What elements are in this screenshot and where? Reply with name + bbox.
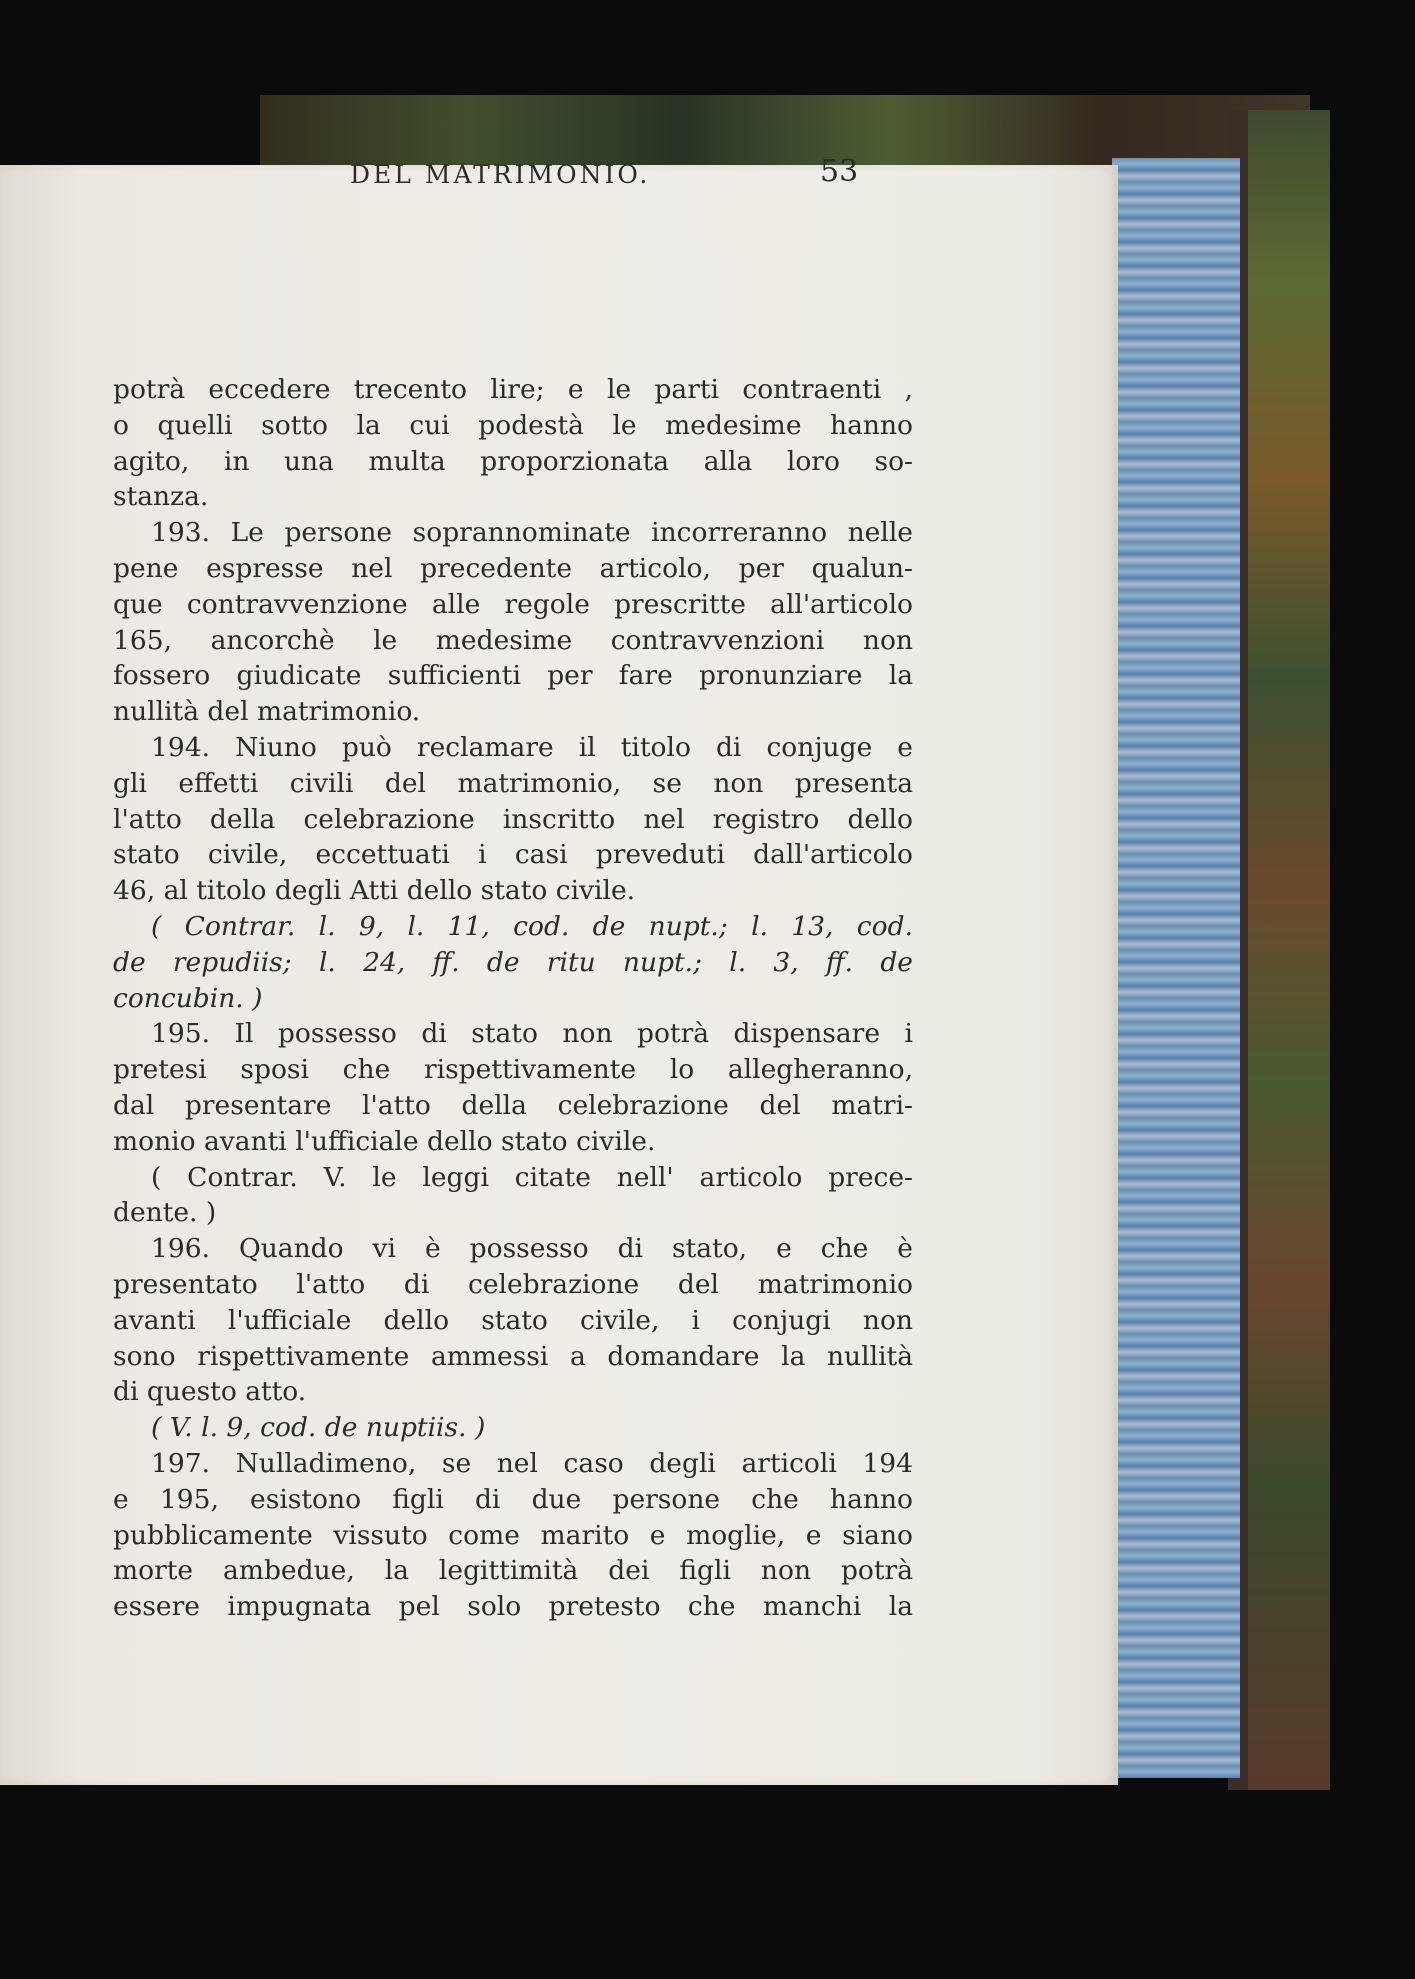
text-line: de repudiis; l. 24, ff. de ritu nupt.; l. 3, ff. de: [113, 946, 913, 978]
text-line: morte ambedue, la legittimità dei figli non potrà: [113, 1555, 913, 1587]
text-line: essere impugnata pel solo pretesto che manchi la: [113, 1591, 913, 1623]
text-line: 46, al titolo degli Atti dello stato civile.: [113, 875, 636, 907]
page-edges-blue: [1112, 158, 1240, 1778]
text-line: ( Contrar. l. 9, l. 11, cod. de nupt.; l. 13, cod.: [151, 910, 913, 942]
page-header: [0, 154, 1118, 200]
text-line: avanti l'ufficiale dello stato civile, i conjugi non: [113, 1304, 913, 1336]
running-head: DEL MATRIMONIO.: [350, 160, 651, 189]
text-line: nullità del matrimonio.: [113, 696, 421, 728]
book-cover-marbled: [1240, 110, 1330, 1790]
text-line: agito, in una multa proporzionata alla loro so-: [113, 445, 913, 477]
text-line: pretesi sposi che rispettivamente lo allegheranno,: [113, 1054, 913, 1086]
text-line: 195. Il possesso di stato non potrà dispensare i: [151, 1018, 913, 1050]
text-line: sono rispettivamente ammessi a domandare la nullità: [113, 1340, 913, 1372]
text-line: que contravvenzione alle regole prescritte all'articolo: [113, 588, 913, 620]
text-line: dal presentare l'atto della celebrazione del matri-: [113, 1089, 913, 1121]
text-line: monio avanti l'ufficiale dello stato civile.: [113, 1125, 656, 1157]
text-line: 194. Niuno può reclamare il titolo di conjuge e: [151, 731, 913, 763]
text-line: 193. Le persone soprannominate incorreranno nelle: [151, 517, 913, 549]
text-line: fossero giudicate sufficienti per fare pronunziare la: [113, 660, 913, 692]
text-line: pubblicamente vissuto come marito e moglie, e siano: [113, 1519, 913, 1551]
text-line: l'atto della celebrazione inscritto nel registro dello: [113, 803, 913, 835]
text-line: stato civile, eccettuati i casi preveduti dall'articolo: [113, 839, 913, 871]
text-line: presentato l'atto di celebrazione del matrimonio: [113, 1268, 913, 1300]
body-text: [113, 372, 913, 1625]
text-line: di questo atto.: [113, 1376, 307, 1408]
text-line: 165, ancorchè le medesime contravvenzioni non: [113, 624, 913, 656]
text-line: e 195, esistono figli di due persone che hanno: [113, 1483, 913, 1515]
page-number: 53: [820, 154, 859, 189]
text-line: stanza.: [113, 481, 209, 513]
text-line: gli effetti civili del matrimonio, se non presenta: [113, 767, 913, 799]
text-line: ( V. l. 9, cod. de nuptiis. ): [151, 1412, 486, 1444]
text-line: dente. ): [113, 1197, 217, 1229]
text-line: 196. Quando vi è possesso di stato, e che è: [151, 1233, 913, 1265]
text-line: pene espresse nel precedente articolo, per qualun-: [113, 552, 913, 584]
text-line: ( Contrar. V. le leggi citate nell' articolo prece-: [151, 1161, 913, 1193]
text-line: 197. Nulladimeno, se nel caso degli articoli 194: [151, 1447, 913, 1479]
text-line: o quelli sotto la cui podestà le medesime hanno: [113, 409, 913, 441]
text-line: concubin. ): [113, 982, 263, 1014]
text-line: potrà eccedere trecento lire; e le parti contraenti ,: [113, 374, 913, 405]
